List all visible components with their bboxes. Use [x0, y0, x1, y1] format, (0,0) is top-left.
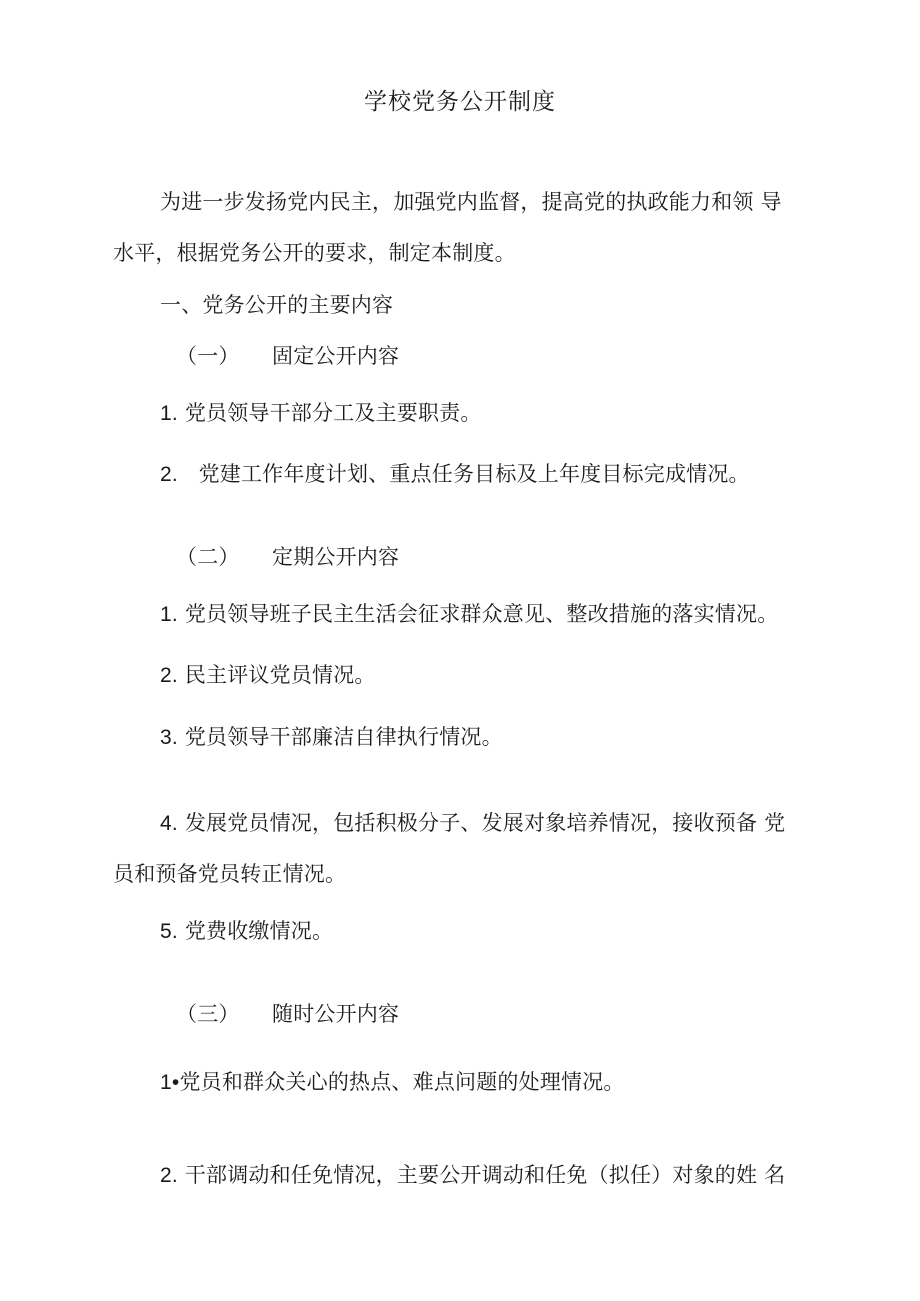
list-item-text: 干部调动和任免情况，主要公开调动和任免（拟任）对象的姓 名	[184, 1163, 786, 1187]
list-item	[160, 599, 778, 630]
list-item	[160, 1160, 785, 1191]
list-item-text: 民主评议党员情况。	[184, 663, 376, 687]
list-item-number: 2.	[160, 664, 178, 687]
list-item-text: 发展党员情况，包括积极分子、发展对象培养情况，接收预备 党	[184, 811, 786, 835]
list-item-number: 1.	[160, 402, 178, 425]
subsection-label: 定期公开内容	[272, 545, 400, 569]
list-item-number: 1•	[160, 1071, 180, 1094]
list-item	[160, 722, 503, 753]
list-item-continuation: 员和预备党员转正情况。	[113, 862, 347, 886]
subsection-heading-3	[176, 999, 400, 1029]
subsection-heading-2	[176, 542, 400, 572]
subsection-heading-1	[176, 341, 400, 371]
subsection-label: 随时公开内容	[272, 1002, 400, 1026]
subsection-number: （三）	[176, 1002, 240, 1026]
list-item-number: 2.	[160, 463, 178, 486]
list-item	[160, 1067, 625, 1098]
list-item	[160, 916, 333, 947]
list-item-text: 党员和群众关心的热点、难点问题的处理情况。	[179, 1070, 625, 1094]
intro-paragraph-line-1: 为进一步发扬党内民主，加强党内监督，提高党的执政能力和领 导	[160, 190, 782, 214]
list-item-text: 党费收缴情况。	[184, 919, 334, 943]
list-item-number: 5.	[160, 920, 178, 943]
subsection-number: （二）	[176, 545, 240, 569]
list-item-text: 党员领导干部廉洁自律执行情况。	[184, 725, 503, 749]
subsection-number: （一）	[176, 344, 240, 368]
list-item-text: 党员领导班子民主生活会征求群众意见、整改措施的落实情况。	[184, 602, 779, 626]
subsection-label: 固定公开内容	[272, 344, 400, 368]
list-item	[160, 808, 785, 839]
list-item	[160, 398, 482, 429]
list-item-number: 2.	[160, 1164, 178, 1187]
list-item-number: 4.	[160, 812, 178, 835]
list-item-number: 1.	[160, 603, 178, 626]
section-heading-1: 一、党务公开的主要内容	[160, 293, 394, 317]
list-item	[160, 660, 376, 691]
list-item-number: 3.	[160, 726, 178, 749]
intro-paragraph-line-2: 水平，根据党务公开的要求，制定本制度。	[113, 241, 516, 265]
list-item-text: 党建工作年度计划、重点任务目标及上年度目标完成情况。	[198, 462, 750, 486]
document-title: 学校党务公开制度	[364, 89, 556, 115]
list-item	[160, 459, 750, 490]
list-item-text: 党员领导干部分工及主要职责。	[184, 401, 482, 425]
